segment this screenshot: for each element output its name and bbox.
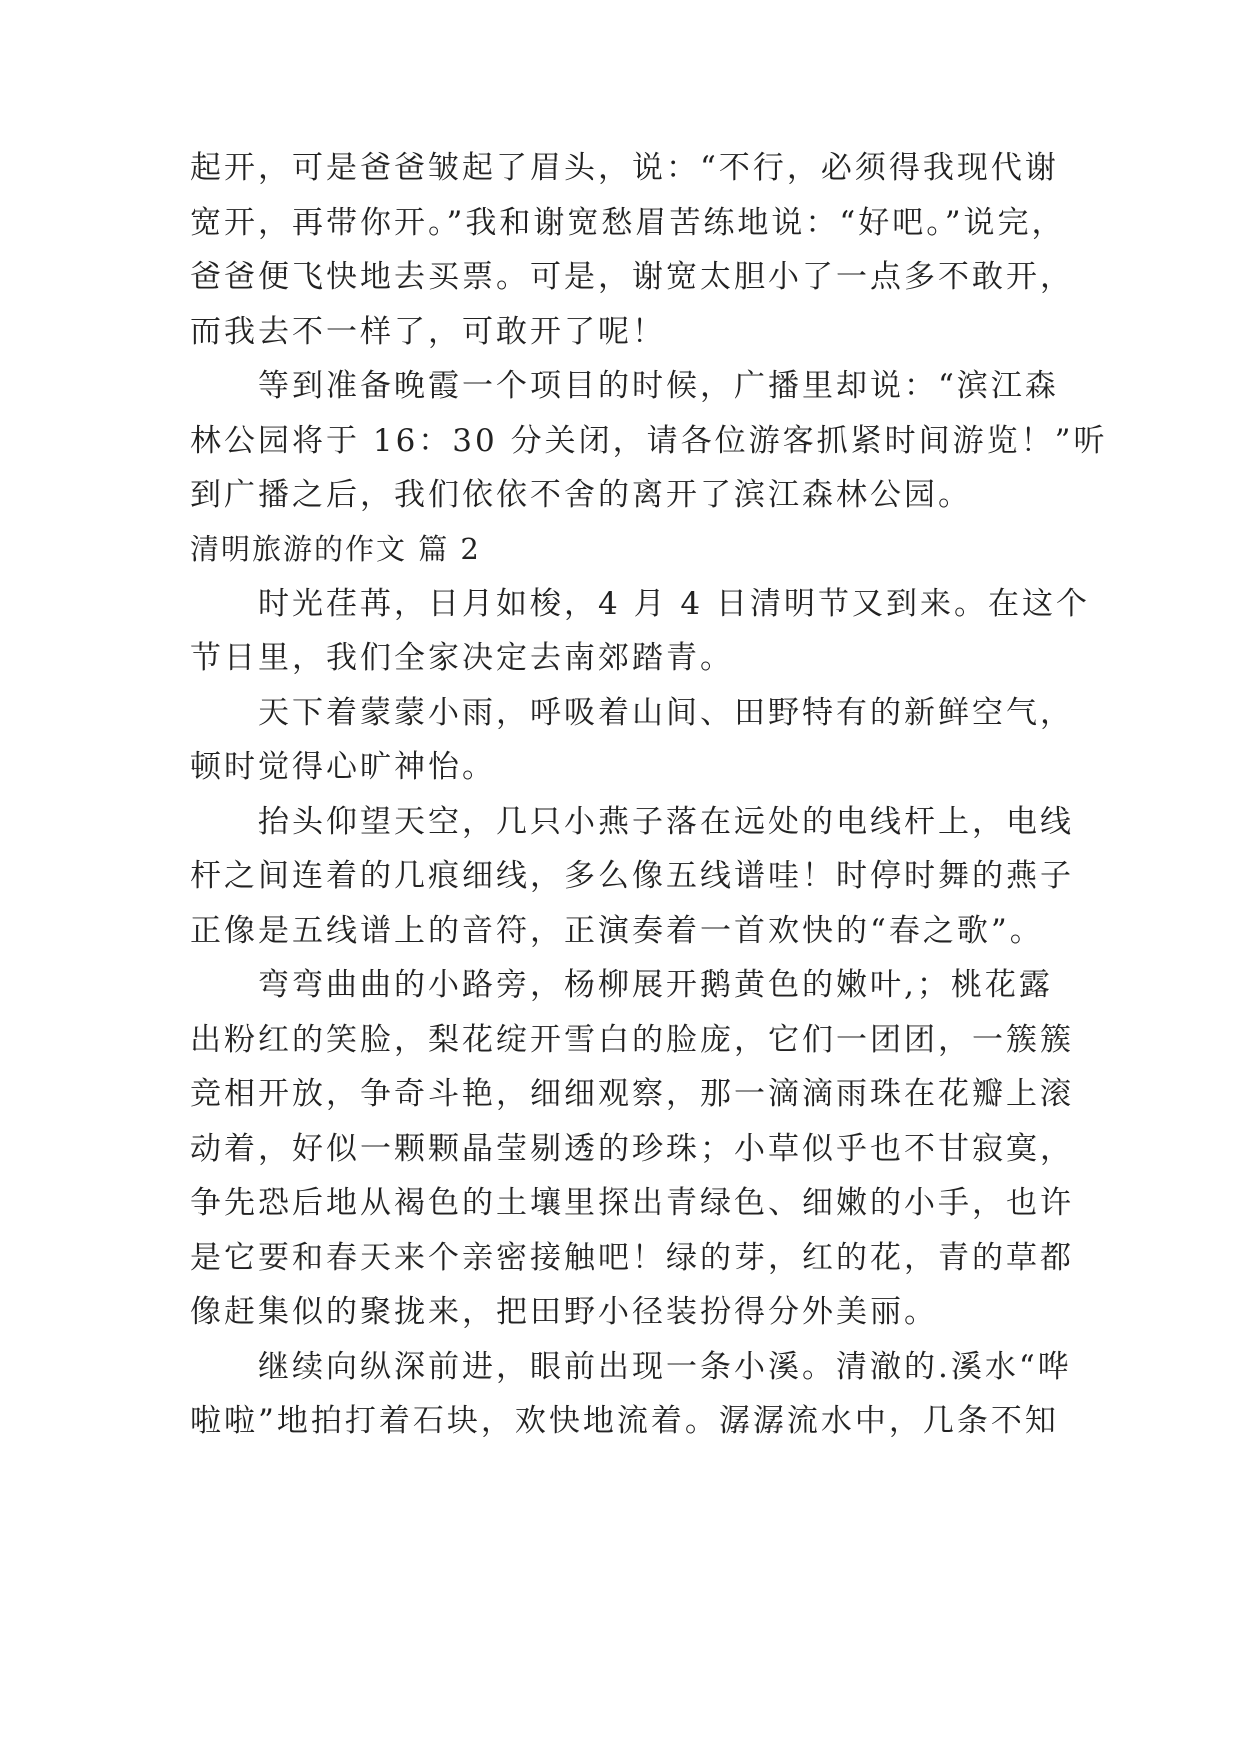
text-line: 动着，好似一颗颗晶莹剔透的珍珠；小草似乎也不甘寂寞，: [190, 1131, 1074, 1167]
text-line: 是它要和春天来个亲密接触吧！绿的芽，红的花，青的草都: [190, 1240, 1074, 1276]
text-line: 杆之间连着的几痕细线，多么像五线谱哇！时停时舞的燕子: [190, 858, 1074, 894]
text-line: 等到准备晚霞一个项目的时候，广播里却说：“滨江森: [258, 368, 1059, 404]
text-line: 继续向纵深前进，眼前出现一条小溪。清澈的.溪水“哗: [258, 1349, 1072, 1385]
text-line: 而我去不一样了，可敢开了呢！: [190, 314, 666, 350]
text-line: 天下着蒙蒙小雨，呼吸着山间、田野特有的新鲜空气，: [258, 695, 1074, 731]
text-line: 争先恐后地从褐色的土壤里探出青绿色、细嫩的小手，也许: [190, 1185, 1074, 1221]
text-line: 到广播之后，我们依依不舍的离开了滨江森林公园。: [190, 477, 972, 513]
text-line: 竞相开放，争奇斗艳，细细观察，那一滴滴雨珠在花瓣上滚: [190, 1076, 1074, 1112]
section-heading: 清明旅游的作文 篇 2: [190, 532, 481, 566]
text-line: 出粉红的笑脸，梨花绽开雪白的脸庞，它们一团团，一簇簇: [190, 1022, 1074, 1058]
text-line: 像赶集似的聚拢来，把田野小径装扮得分外美丽。: [190, 1294, 938, 1330]
text-line: 时光荏苒，日月如梭，4 月 4 日清明节又到来。在这个: [258, 586, 1091, 622]
text-line: 顿时觉得心旷神怡。: [190, 749, 496, 785]
text-line: 宽开，再带你开。”我和谢宽愁眉苦练地说：“好吧。”说完，: [190, 205, 1066, 241]
text-line: 起开，可是爸爸皱起了眉头，说：“不行，必须得我现代谢: [190, 150, 1059, 186]
text-line: 啦啦”地拍打着石块，欢快地流着。潺潺流水中，几条不知: [190, 1403, 1059, 1439]
text-line: 抬头仰望天空，几只小燕子落在远处的电线杆上，电线: [258, 804, 1074, 840]
text-line: 节日里，我们全家决定去南郊踏青。: [190, 640, 734, 676]
text-line: 林公园将于 16：30 分关闭，请各位游客抓紧时间游览！”听: [190, 423, 1108, 459]
text-line: 爸爸便飞快地去买票。可是，谢宽太胆小了一点多不敢开，: [190, 259, 1074, 295]
text-line: 正像是五线谱上的音符，正演奏着一首欢快的“春之歌”。: [190, 913, 1044, 949]
text-line: 弯弯曲曲的小路旁，杨柳展开鹅黄色的嫩叶,；桃花露: [258, 967, 1053, 1003]
